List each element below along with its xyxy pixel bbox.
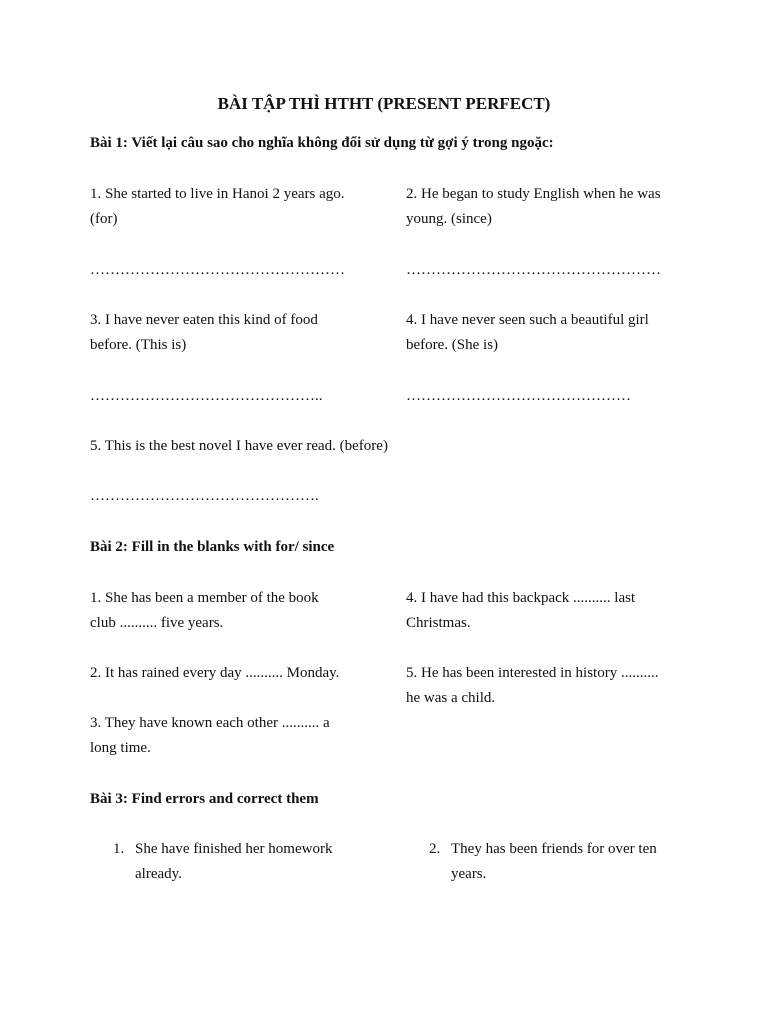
- ex2-question-4: 4. I have had this backpack .......... last Christmas.: [406, 590, 636, 631]
- exercise-1-heading: Bài 1: Viết lại câu sao cho nghĩa không đổi sử dụng từ gợi ý trong ngoặc:: [90, 135, 554, 151]
- ex1-question-2: 2. He began to study English when he was young. (since): [406, 186, 661, 227]
- ex2-question-2: 2. It has rained every day .......... Monday.: [90, 665, 340, 681]
- ex1-question-1: 1. She started to live in Hanoi 2 years ago. (for): [90, 186, 345, 227]
- ex3-item-text: They has been friends for over ten years.: [451, 841, 657, 882]
- ex2-question-3: 3. They have known each other .......... a long time.: [90, 715, 330, 756]
- ex1-answer-line-4: ………………………………………: [406, 388, 631, 404]
- ex2-question-5: 5. He has been interested in history .......... he was a child.: [406, 665, 659, 706]
- ex3-item-number: 1.: [113, 841, 125, 857]
- ex3-item-1: [113, 837, 353, 887]
- exercise-3-heading: Bài 3: Find errors and correct them: [90, 791, 319, 807]
- ex3-item-text: She have finished her homework already.: [135, 841, 333, 882]
- ex1-answer-line-3: ………………………………………..: [90, 388, 323, 404]
- exercise-2-heading: Bài 2: Fill in the blanks with for/ since: [90, 539, 335, 555]
- ex3-item-2: [429, 837, 689, 887]
- ex1-answer-line-1: ……………………………………………: [90, 262, 345, 278]
- ex2-question-1: 1. She has been a member of the book club .......... five years.: [90, 590, 319, 631]
- ex1-answer-line-5: ……………………………………….: [90, 488, 319, 504]
- ex1-question-4: 4. I have never seen such a beautiful girl before. (She is): [406, 312, 649, 353]
- page-title: BÀI TẬP THÌ HTHT (PRESENT PERFECT): [217, 94, 551, 113]
- ex1-question-3: 3. I have never eaten this kind of food before. (This is): [90, 312, 318, 353]
- ex1-answer-line-2: ……………………………………………: [406, 262, 661, 278]
- ex3-item-number: 2.: [429, 841, 441, 857]
- ex1-question-5: 5. This is the best novel I have ever read. (before): [90, 438, 388, 454]
